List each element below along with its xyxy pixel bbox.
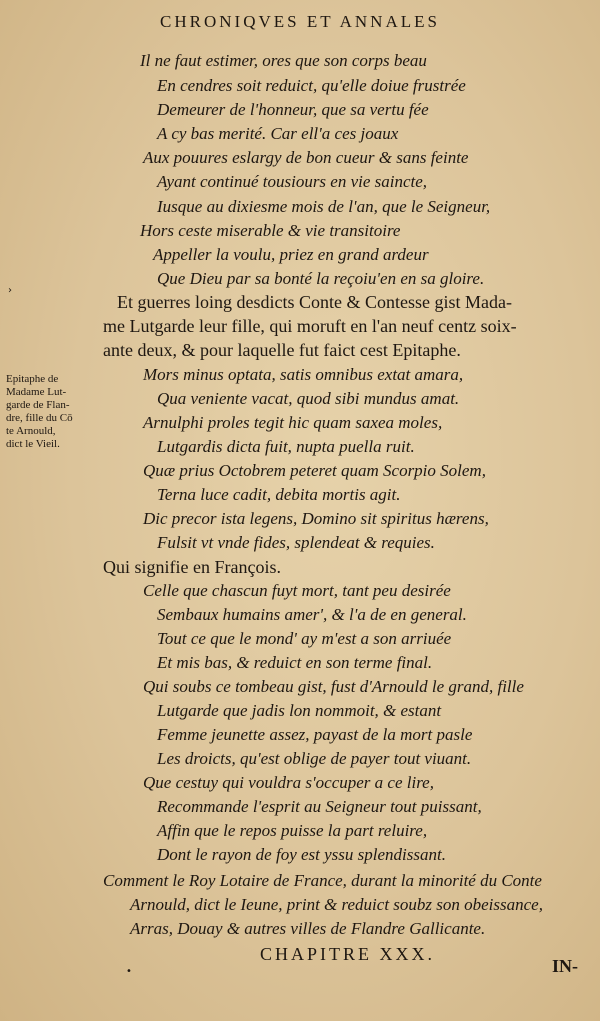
chapter-summary-line: Arnould, dict le Ieune, print & reduict soubz son obeissance, [130, 895, 543, 914]
french-line: Femme jeunette assez, payast de la mort pasle [157, 725, 473, 744]
latin-line: Terna luce cadit, debita mortis agit. [157, 485, 401, 504]
french-line: Qui soubs ce tombeau gist, fust d'Arnould le grand, fille [143, 677, 524, 696]
poem-line: Que Dieu par sa bonté la reçoiu'en en sa gloire. [157, 269, 485, 288]
latin-line: Fulsit vt vnde fides, splendeat & requies. [157, 533, 435, 552]
french-line: Dont le rayon de foy est yssu splendissant. [157, 845, 446, 864]
latin-line: Lutgardis dicta fuit, nupta puella ruit. [157, 437, 415, 456]
poem-line: A cy bas merité. Car ell'a ces joaux [157, 124, 399, 143]
french-intro: Qui signifie en François. [103, 557, 281, 577]
french-line: Et mis bas, & reduict en son terme final. [157, 653, 433, 672]
latin-line: Dic precor ista legens, Domino sit spiritus hærens, [143, 509, 489, 528]
margin-note: Epitaphe de Madame Lut- garde de Flan- dre, fille du Cō te Arnould, dict le Vieil. [6, 373, 73, 450]
poem-line: Hors ceste miserable & vie transitoire [140, 221, 401, 240]
margin-mark: › [8, 285, 12, 296]
french-line: Les droicts, qu'est oblige de payer tout viuant. [157, 749, 472, 768]
poem-line: Demeurer de l'honneur, que sa vertu fée [157, 100, 429, 119]
french-line: Tout ce que le mond' ay m'est a son arriuée [157, 629, 452, 648]
french-line: Recommande l'esprit au Seigneur tout puissant, [157, 797, 482, 816]
catchword: IN- [552, 956, 578, 976]
chapter-summary-line: Arras, Douay & autres villes de Flandre Gallicante. [130, 919, 486, 938]
prose-line: Et guerres loing desdicts Conte & Contesse gist Mada- [117, 292, 512, 312]
poem-line: Appeller la voulu, priez en grand ardeur [153, 245, 429, 264]
prose-line: me Lutgarde leur fille, qui moruft en l'an neuf centz soix- [103, 316, 517, 336]
latin-line: Qua veniente vacat, quod sibi mundus amat. [157, 389, 460, 408]
prose-line: ante deux, & pour laquelle fut faict cest Epitaphe. [103, 340, 461, 360]
poem-line: Aux pouures eslargy de bon cueur & sans feinte [143, 148, 469, 167]
poem-line: Ayant continué tousiours en vie saincte, [157, 172, 428, 191]
french-line: Sembaux humains amer', & l'a de en general. [157, 605, 467, 624]
french-line: Que cestuy qui vouldra s'occuper a ce lire, [143, 773, 434, 792]
latin-line: Quæ prius Octobrem peteret quam Scorpio Solem, [143, 461, 486, 480]
french-line: Affin que le repos puisse la part reluire, [157, 821, 428, 840]
latin-line: Arnulphi proles tegit hic quam saxea moles, [143, 413, 443, 432]
chapter-heading: CHAPITRE XXX. [260, 944, 436, 964]
french-line: Celle que chascun fuyt mort, tant peu desirée [143, 581, 451, 600]
chapter-summary-line: Comment le Roy Lotaire de France, durant la minorité du Conte [103, 871, 542, 890]
french-line: Lutgarde que jadis lon nommoit, & estant [157, 701, 442, 720]
latin-line: Mors minus optata, satis omnibus extat amara, [143, 365, 464, 384]
poem-line: Il ne faut estimer, ores que son corps beau [140, 51, 427, 70]
poem-line: Iusque au dixiesme mois de l'an, que le Seigneur, [157, 197, 491, 216]
running-header: CHRONIQVES ET ANNALES [160, 12, 440, 31]
poem-line: En cendres soit reduict, qu'elle doiue frustrée [157, 76, 466, 95]
ornament-mark: • [126, 966, 132, 977]
